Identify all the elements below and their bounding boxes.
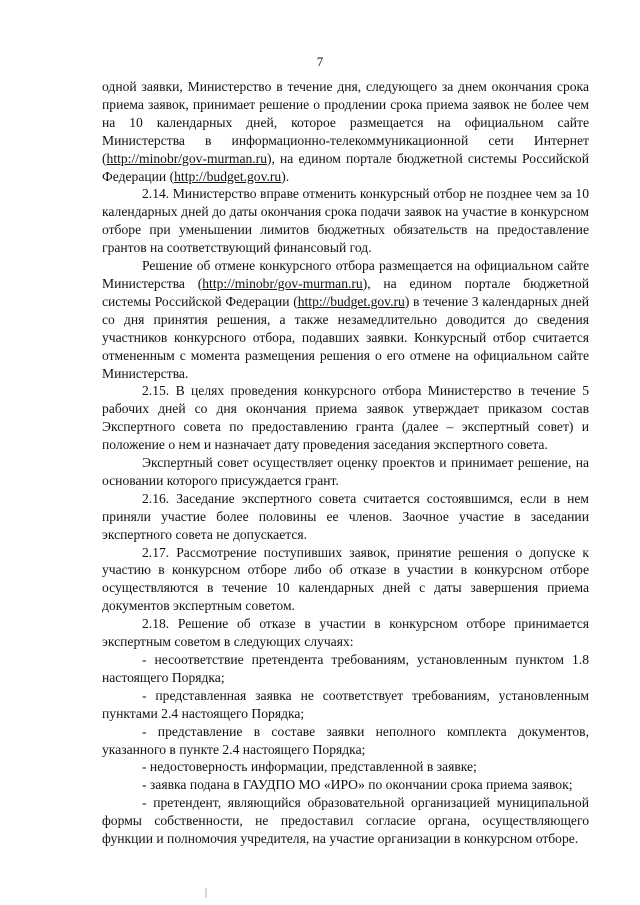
ministry-site-link[interactable]: http://minobr/gov-murman.ru xyxy=(106,150,267,166)
paragraph-continuation xyxy=(102,78,589,185)
clause-2-16: 2.16. Заседание экспертного совета считается состоявшимся, если в нем приняли участие более половины ее членов. Заочное участие в заседании экспертного совета не допускается. xyxy=(102,490,589,542)
document-body xyxy=(102,78,589,848)
clause-2-15: 2.15. В целях проведения конкурсного отбора Министерство в течение 5 рабочих дней со дня окончания приема заявок утверждает приказом состав Экспертного совета по предоставлению гранта (далее – экспертный совет) и положение о нем и назначает дату проведения заседания экспертного совета. xyxy=(102,383,589,453)
list-item-refusal-reason: - представленная заявка не соответствует требованиям, установленным пунктами 2.4 настоящего Порядка; xyxy=(102,687,589,721)
paragraph-text: Решение об отмене конкурсного отбора размещается на официальном сайте Министерства ( xyxy=(102,258,589,291)
ministry-site-link[interactable]: http://minobr/gov-murman.ru xyxy=(202,275,363,291)
page-number: 7 xyxy=(316,54,324,69)
list-item-refusal-reason: - заявка подана в ГАУДПО МО «ИРО» по окончании срока приема заявок; xyxy=(142,777,573,793)
paragraph-cancellation-notice xyxy=(102,257,589,382)
budget-portal-link[interactable]: http://budget.gov.ru xyxy=(297,293,405,309)
paragraph-text: ). xyxy=(281,168,290,184)
list-item-refusal-reason: - несоответствие претендента требованиям, установленным пунктом 1.8 настоящего Порядка; xyxy=(102,652,589,685)
paragraph-text: ), на едином портале бюджетной системы Российской Федерации ( xyxy=(102,150,589,184)
paragraph-text: ), на едином портале бюджетной системы Российской Федерации ( xyxy=(102,275,590,309)
paragraph-expert-council: Экспертный совет осуществляет оценку проектов и принимает решение, на основании которого присуждается грант. xyxy=(102,455,589,488)
clause-2-14: 2.14. Министерство вправе отменить конкурсный отбор не позднее чем за 10 календарных дней до даты окончания срока подачи заявок на участие в конкурсном отборе при уменьшении лимитов бюджетных обязательств на предоставление грантов на соответствующий финансовый год. xyxy=(102,186,589,256)
list-item-refusal-reason: - недостоверность информации, представленной в заявке; xyxy=(142,759,477,775)
paragraph-text: одной заявки, Министерство в течение дня, следующего за днем окончания срока приема заявок, принимает решение о продлении срока приема заявок не более чем на 10 календарных дней, которое размещается на официальном сайте Министерства в информационно-телекоммуникационной сети Интернет ( xyxy=(102,79,589,166)
budget-portal-link[interactable]: http://budget.gov.ru xyxy=(174,168,282,184)
scan-artifact xyxy=(205,888,207,898)
list-item-refusal-reason: - представление в составе заявки неполного комплекта документов, указанного в пункте 2.4 настоящего Порядка; xyxy=(102,723,589,757)
clause-2-17: 2.17. Рассмотрение поступивших заявок, принятие решения о допуске к участию в конкурсном отборе либо об отказе в участии в конкурсном отборе осуществляются в течение 10 календарных дней с даты завершения приема документов экспертным советом. xyxy=(102,544,589,614)
paragraph-text: ) в течение 3 календарных дней со дня принятия решения, а также незамедлительно доводится до сведения участников конкурсного отбора, подавших заявки. Конкурсный отбор считается отмененным с момента размещения решения о его отмене на официальном сайте Министерства. xyxy=(102,293,589,381)
clause-2-18: 2.18. Решение об отказе в участии в конкурсном отборе принимается экспертным советом в следующих случаях: xyxy=(102,616,589,650)
list-item-refusal-reason: - претендент, являющийся образовательной организацией муниципальной формы собственности, не предоставил согласие органа, осуществляющего функции и полномочия учредителя, на участие организации в конкурсном отборе. xyxy=(102,795,589,847)
